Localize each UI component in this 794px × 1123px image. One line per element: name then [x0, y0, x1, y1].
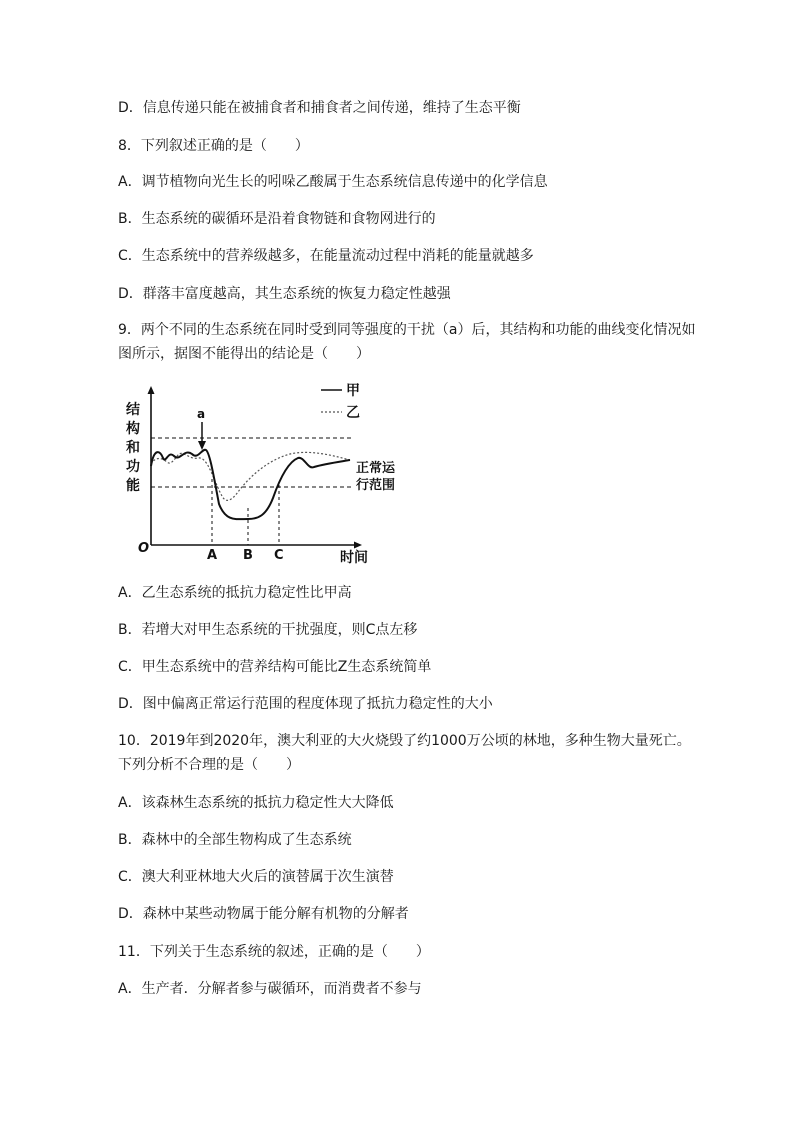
- y-label-char-4: 功: [126, 459, 140, 475]
- q10-option-a: A．该森林生态系统的抵抗力稳定性大大降低: [118, 795, 394, 811]
- q9-option-d: D．图中偏离正常运行范围的程度体现了抵抗力稳定性的大小: [118, 696, 493, 712]
- q11-stem: 11．下列关于生态系统的叙述，正确的是（ ）: [118, 944, 430, 960]
- legend-jia-label: 甲: [346, 383, 360, 399]
- x-tick-b: B: [243, 548, 253, 563]
- q8-option-b: B．生态系统的碳循环是沿着食物链和食物网进行的: [118, 211, 436, 227]
- legend-yi-label: 乙: [346, 405, 360, 421]
- stability-curve-figure: [118, 378, 408, 568]
- q10-stem: 10．2019年到2020年，澳大利亚的大火烧毁了约1000万公顷的林地，多种生物大量死亡。下列分析不合理的是（ ）: [118, 733, 691, 773]
- q9-option-a: A．乙生态系统的抵抗力稳定性比甲高: [118, 585, 352, 601]
- q7-option-d: D．信息传递只能在被捕食者和捕食者之间传递，维持了生态平衡: [118, 100, 521, 116]
- arrow-a-head: [198, 441, 206, 450]
- q9-stem: 9．两个不同的生态系统在同时受到同等强度的干扰（a）后，其结构和功能的曲线变化情况如图所示，据图不能得出的结论是（ ）: [118, 322, 696, 362]
- q10-option-b: B．森林中的全部生物构成了生态系统: [118, 832, 352, 848]
- curve-yi: [151, 452, 350, 500]
- y-label-char-2: 构: [126, 421, 140, 437]
- q8-option-d: D．群落丰富度越高，其生态系统的恢复力稳定性越强: [118, 286, 451, 302]
- y-label-char-3: 和: [126, 440, 140, 456]
- q8-stem: 8．下列叙述正确的是（ ）: [118, 138, 309, 154]
- range-label-line-2: 行范围: [356, 478, 396, 493]
- arrow-a-label: a: [197, 407, 206, 421]
- x-axis-arrow: [354, 542, 362, 549]
- q10-option-c: C．澳大利亚林地大火后的演替属于次生演替: [118, 869, 394, 885]
- q10-option-d: D．森林中某些动物属于能分解有机物的分解者: [118, 906, 409, 922]
- q11-option-a: A．生产者．分解者参与碳循环，而消费者不参与: [118, 981, 422, 997]
- q9-option-b: B．若增大对甲生态系统的干扰强度，则C点左移: [118, 622, 418, 638]
- curve-jia: [151, 450, 350, 519]
- q9-option-c: C．甲生态系统中的营养结构可能比Z生态系统简单: [118, 659, 432, 675]
- x-axis-label: 时间: [340, 550, 368, 566]
- x-tick-a: A: [207, 548, 218, 563]
- q8-option-a: A．调节植物向光生长的吲哚乙酸属于生态系统信息传递中的化学信息: [118, 174, 548, 190]
- origin-label: O: [138, 541, 150, 556]
- range-label-line-1: 正常运: [356, 461, 396, 476]
- x-tick-c: C: [274, 548, 284, 563]
- y-label-char-5: 能: [126, 478, 140, 494]
- y-axis-arrow: [148, 386, 155, 394]
- q8-option-c: C．生态系统中的营养级越多，在能量流动过程中消耗的能量就越多: [118, 248, 534, 264]
- y-label-char-1: 结: [126, 402, 140, 418]
